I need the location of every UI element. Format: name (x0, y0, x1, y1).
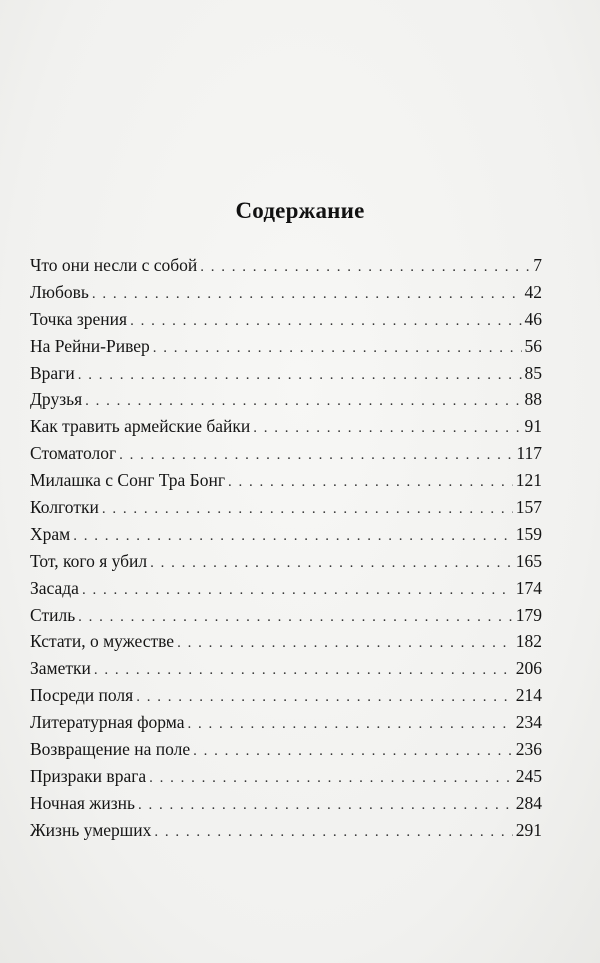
toc-entry (30, 386, 542, 413)
toc-entry-title: Призраки врага (30, 765, 147, 786)
toc-leader-dots (193, 738, 513, 765)
toc-leader-dots (138, 792, 513, 819)
toc-leader-dots (153, 335, 522, 362)
toc-entry-page-number: 165 (515, 550, 542, 571)
toc-entry-title: Точка зрения (30, 308, 128, 329)
toc-leader-dots (92, 281, 522, 308)
toc-leader-dots (149, 765, 513, 792)
toc-entry-page-number: 234 (515, 712, 542, 733)
toc-entry-page-number: 157 (515, 497, 542, 518)
toc-entry-title: Что они несли с собой (30, 255, 198, 275)
toc-entry-page-number: 56 (524, 335, 542, 356)
toc-entry-title: На Рейни-Ривер (30, 335, 150, 356)
toc-entry (30, 790, 542, 817)
toc-entry-title: Друзья (30, 389, 83, 410)
toc-leader-dots (82, 577, 513, 604)
toc-leader-dots (94, 657, 513, 684)
toc-entry-page-number: 284 (515, 792, 542, 813)
toc-entry-title: Возвращение на поле (30, 739, 191, 760)
toc-entry (30, 360, 542, 387)
toc-entry-title: Кстати, о мужестве (30, 631, 175, 652)
toc-entry-title: Милашка с Сонг Тра Бонг (30, 470, 226, 491)
toc-entry-title: Тот, кого я убил (30, 550, 148, 571)
toc-entry-page-number: 85 (524, 362, 542, 383)
toc-entry-page-number: 117 (516, 443, 542, 464)
toc-entry-page-number: 206 (515, 658, 542, 679)
toc-entry (30, 628, 542, 655)
toc-entry (30, 736, 542, 763)
toc-entry (30, 763, 542, 790)
toc-entry (30, 709, 542, 736)
page-title: Содержание (235, 198, 365, 223)
toc-entry (30, 279, 542, 306)
toc-entry-page-number: 91 (524, 416, 542, 437)
toc-entry (30, 682, 542, 709)
toc-leader-dots (102, 496, 513, 523)
toc-leader-dots (78, 362, 522, 389)
toc-entry-title: Засада (30, 577, 79, 598)
toc-entry-page-number: 88 (524, 389, 542, 410)
toc-entry (30, 548, 542, 575)
toc-entry (30, 494, 542, 521)
toc-leader-dots (85, 388, 521, 415)
table-of-contents (30, 252, 542, 844)
toc-entry-title: Храм (30, 523, 71, 544)
toc-entry-page-number: 245 (515, 765, 542, 786)
toc-entry-page-number: 174 (515, 577, 542, 598)
toc-entry (30, 467, 542, 494)
toc-entry (30, 521, 542, 548)
toc-entry (30, 252, 542, 279)
toc-entry (30, 655, 542, 682)
toc-entry (30, 440, 542, 467)
toc-entry-title: Ночная жизнь (30, 792, 136, 813)
toc-entry-title: Враги (30, 362, 75, 383)
toc-entry (30, 575, 542, 602)
toc-entry-page-number: 42 (524, 281, 542, 302)
toc-entry-page-number: 179 (515, 604, 542, 625)
toc-entry (30, 602, 542, 629)
toc-entry (30, 306, 542, 333)
toc-entry-title: Любовь (30, 281, 89, 302)
toc-entry-title: Жизнь умерших (30, 819, 152, 840)
toc-entry-page-number: 182 (515, 631, 542, 652)
toc-leader-dots (200, 254, 530, 281)
toc-entry-title: Как травить армейские байки (30, 416, 251, 437)
toc-entry (30, 333, 542, 360)
toc-leader-dots (154, 819, 512, 846)
toc-leader-dots (253, 415, 521, 442)
toc-entry-title: Литературная форма (30, 712, 185, 733)
toc-leader-dots (228, 469, 513, 496)
toc-entry (30, 817, 542, 844)
toc-leader-dots (187, 711, 512, 738)
toc-entry-title: Заметки (30, 658, 91, 679)
toc-leader-dots (150, 550, 513, 577)
toc-leader-dots (119, 442, 513, 469)
toc-entry-title: Посреди поля (30, 685, 134, 706)
toc-leader-dots (177, 630, 513, 657)
toc-entry-title: Колготки (30, 497, 99, 518)
toc-entry-page-number: 121 (515, 470, 542, 491)
toc-entry-page-number: 46 (524, 308, 542, 329)
toc-entry-page-number: 159 (515, 523, 542, 544)
toc-leader-dots (130, 308, 521, 335)
toc-entry (30, 413, 542, 440)
toc-entry-page-number: 7 (533, 255, 542, 275)
toc-entry-title: Стиль (30, 604, 76, 625)
toc-leader-dots (73, 523, 513, 550)
toc-entry-page-number: 236 (515, 739, 542, 760)
toc-entry-title: Стоматолог (30, 443, 117, 464)
toc-leader-dots (78, 604, 513, 631)
toc-entry-page-number: 291 (515, 819, 542, 840)
toc-entry-page-number: 214 (515, 685, 542, 706)
toc-leader-dots (136, 684, 513, 711)
